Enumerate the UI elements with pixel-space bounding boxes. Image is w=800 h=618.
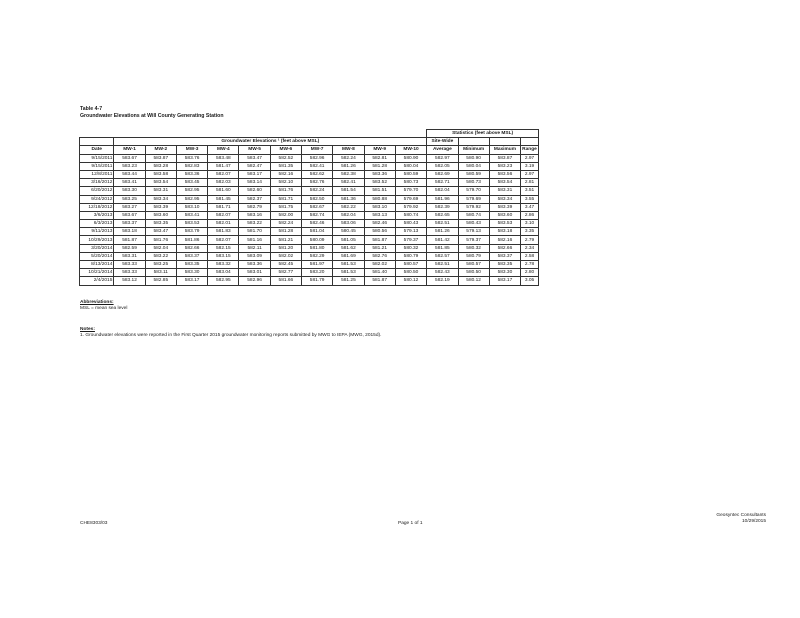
date-cell: 12/18/2012 <box>80 203 114 211</box>
value-cell: 580.88 <box>364 195 395 203</box>
table-row <box>80 252 539 260</box>
value-cell: 2.79 <box>521 236 539 244</box>
value-cell: 579.13 <box>458 228 489 236</box>
value-cell: 580.59 <box>458 170 489 178</box>
value-cell: 583.31 <box>114 252 145 260</box>
value-cell: 582.22 <box>333 203 364 211</box>
value-cell: 583.20 <box>302 269 333 277</box>
value-cell: 582.04 <box>145 244 176 252</box>
value-cell: 3.55 <box>521 195 539 203</box>
value-cell: 583.17 <box>239 170 270 178</box>
value-cell: 583.25 <box>145 261 176 269</box>
column-header: Maximum <box>489 146 520 154</box>
value-cell: 580.57 <box>458 261 489 269</box>
value-cell: 582.10 <box>270 179 301 187</box>
footer-doc-id: CHE8303/03 <box>80 521 108 526</box>
value-cell: 582.04 <box>427 187 458 195</box>
value-cell: 581.16 <box>239 236 270 244</box>
group-header: Groundwater Elevations ¹ (feet above MSL) <box>114 138 427 146</box>
value-cell: 582.96 <box>302 154 333 162</box>
value-cell: 583.35 <box>145 220 176 228</box>
value-cell: 582.95 <box>208 277 239 285</box>
column-header-row <box>80 146 539 154</box>
value-cell: 581.97 <box>302 261 333 269</box>
table-row <box>80 187 539 195</box>
value-cell: 582.65 <box>427 211 458 219</box>
value-cell: 582.41 <box>333 179 364 187</box>
value-cell: 582.46 <box>302 220 333 228</box>
value-cell: 581.70 <box>239 228 270 236</box>
value-cell: 581.76 <box>270 187 301 195</box>
value-cell: 581.26 <box>333 162 364 170</box>
value-cell: 2.34 <box>521 244 539 252</box>
value-cell: 583.18 <box>489 228 520 236</box>
table-body <box>80 154 539 285</box>
value-cell: 581.62 <box>333 244 364 252</box>
date-cell: 3/16/2012 <box>80 179 114 187</box>
value-cell: 583.28 <box>145 162 176 170</box>
column-header: MW-2 <box>145 146 176 154</box>
value-cell: 581.25 <box>333 277 364 285</box>
column-header: Range <box>522 147 537 153</box>
table-caption <box>80 106 224 120</box>
value-cell: 583.15 <box>208 252 239 260</box>
value-cell: 2.97 <box>521 154 539 162</box>
value-cell: 580.32 <box>458 244 489 252</box>
value-cell: 582.16 <box>489 236 520 244</box>
date-cell: 9/24/2012 <box>80 195 114 203</box>
value-cell: 580.73 <box>458 179 489 187</box>
column-header: MW-9 <box>364 146 395 154</box>
value-cell: 3.10 <box>521 220 539 228</box>
value-cell: 583.14 <box>239 179 270 187</box>
value-cell: 579.69 <box>458 195 489 203</box>
value-cell: 583.06 <box>333 220 364 228</box>
value-cell: 582.02 <box>270 252 301 260</box>
value-cell: 583.11 <box>145 269 176 277</box>
value-cell: 580.50 <box>395 269 426 277</box>
value-cell: 583.22 <box>239 220 270 228</box>
value-cell: 580.04 <box>395 162 426 170</box>
value-cell: 2.58 <box>521 252 539 260</box>
value-cell: 582.24 <box>333 154 364 162</box>
value-cell: 581.86 <box>176 236 207 244</box>
value-cell: 580.04 <box>458 162 489 170</box>
table-row <box>80 277 539 285</box>
table-number: Table 4-7 <box>80 106 103 112</box>
value-cell: 581.80 <box>302 244 333 252</box>
value-cell: 583.35 <box>176 261 207 269</box>
site-wide-label: Site-Wide <box>427 138 458 146</box>
column-header: Minimum <box>458 146 489 154</box>
value-cell: 581.45 <box>208 195 239 203</box>
column-header: MW-7 <box>302 146 333 154</box>
value-cell: 582.52 <box>270 154 301 162</box>
value-cell: 581.60 <box>208 187 239 195</box>
value-cell: 582.45 <box>270 261 301 269</box>
value-cell: 581.26 <box>427 228 458 236</box>
value-cell: 582.96 <box>239 277 270 285</box>
table-row <box>80 211 539 219</box>
value-cell: 583.33 <box>114 269 145 277</box>
column-header: MW-8 <box>333 146 364 154</box>
date-cell: 2/4/2015 <box>80 277 114 285</box>
value-cell: 583.35 <box>489 261 520 269</box>
date-cell: 10/29/2013 <box>80 236 114 244</box>
value-cell: 582.02 <box>364 261 395 269</box>
table-row <box>80 195 539 203</box>
value-cell: 582.24 <box>302 187 333 195</box>
value-cell: 583.45 <box>176 179 207 187</box>
date-cell: 6/3/2013 <box>80 220 114 228</box>
value-cell: 2.86 <box>521 211 539 219</box>
column-header: MW-1 <box>114 146 145 154</box>
value-cell: 3.35 <box>521 228 539 236</box>
value-cell: 581.04 <box>302 228 333 236</box>
value-cell: 579.70 <box>395 187 426 195</box>
value-cell: 583.10 <box>176 203 207 211</box>
footer-company: Geosyntec Consultants <box>716 513 766 518</box>
value-cell: 581.20 <box>270 244 301 252</box>
value-cell: 583.12 <box>114 277 145 285</box>
value-cell: 583.39 <box>489 203 520 211</box>
value-cell: 583.56 <box>489 170 520 178</box>
column-header: MW-4 <box>208 146 239 154</box>
value-cell: 580.43 <box>458 220 489 228</box>
column-header: Average <box>427 146 458 154</box>
notes-header: Notes: <box>80 327 95 332</box>
value-cell: 582.07 <box>208 170 239 178</box>
value-cell: 582.24 <box>270 220 301 228</box>
value-cell: 582.39 <box>427 203 458 211</box>
value-cell: 582.97 <box>427 154 458 162</box>
table-row <box>80 236 539 244</box>
value-cell: 579.69 <box>395 195 426 203</box>
date-cell: 3/6/2013 <box>80 211 114 219</box>
value-cell: 580.73 <box>395 179 426 187</box>
value-cell: 582.51 <box>427 220 458 228</box>
date-cell: 6/20/2012 <box>80 187 114 195</box>
value-cell: 583.53 <box>176 220 207 228</box>
value-cell: 580.74 <box>458 211 489 219</box>
table-row <box>80 220 539 228</box>
value-cell: 581.42 <box>427 236 458 244</box>
table-row <box>80 244 539 252</box>
table-row <box>80 228 539 236</box>
value-cell: 581.66 <box>270 277 301 285</box>
value-cell: 581.96 <box>427 195 458 203</box>
value-cell: 581.75 <box>270 203 301 211</box>
value-cell: 580.79 <box>458 252 489 260</box>
header-row-stats <box>80 130 539 138</box>
value-cell: 582.95 <box>176 195 207 203</box>
value-cell: 583.41 <box>176 211 207 219</box>
value-cell: 582.01 <box>208 220 239 228</box>
value-cell: 581.71 <box>270 195 301 203</box>
value-cell: 581.83 <box>208 228 239 236</box>
note-item: 1. Groundwater elevations were reported in the First Quarter 2015 groundwater monitoring reports submitted by MWG to IEPA (MWG, 2015d). <box>80 333 382 338</box>
date-cell: 9/11/2013 <box>80 228 114 236</box>
value-cell: 583.67 <box>114 154 145 162</box>
date-cell: 9/15/2011 <box>80 162 114 170</box>
value-cell: 583.53 <box>489 220 520 228</box>
table-row <box>80 203 539 211</box>
value-cell: 579.37 <box>395 236 426 244</box>
value-cell: 582.29 <box>302 252 333 260</box>
date-cell: 12/8/2011 <box>80 170 114 178</box>
value-cell: 2.78 <box>521 261 539 269</box>
value-cell: 579.92 <box>458 203 489 211</box>
value-cell: 583.48 <box>208 154 239 162</box>
table-row <box>80 170 539 178</box>
value-cell: 583.37 <box>176 252 207 260</box>
table-row <box>80 162 539 170</box>
value-cell: 583.44 <box>114 170 145 178</box>
table-row <box>80 179 539 187</box>
value-cell: 581.85 <box>427 244 458 252</box>
value-cell: 582.05 <box>427 162 458 170</box>
value-cell: 583.23 <box>489 162 520 170</box>
value-cell: 582.38 <box>333 170 364 178</box>
value-cell: 580.57 <box>395 261 426 269</box>
value-cell: 579.92 <box>395 203 426 211</box>
value-cell: 2.81 <box>521 179 539 187</box>
value-cell: 581.28 <box>364 162 395 170</box>
column-header: MW-6 <box>270 146 301 154</box>
value-cell: 583.60 <box>145 211 176 219</box>
value-cell: 2.97 <box>521 170 539 178</box>
value-cell: 582.81 <box>364 154 395 162</box>
value-cell: 583.31 <box>145 187 176 195</box>
date-cell: 3/20/2014 <box>80 244 114 252</box>
value-cell: 583.17 <box>176 277 207 285</box>
value-cell: 583.10 <box>364 203 395 211</box>
value-cell: 582.11 <box>239 244 270 252</box>
value-cell: 581.54 <box>333 187 364 195</box>
groundwater-elevations-table <box>79 129 539 286</box>
value-cell: 583.18 <box>114 228 145 236</box>
value-cell: 580.12 <box>458 277 489 285</box>
value-cell: 582.76 <box>302 179 333 187</box>
value-cell: 581.51 <box>364 187 395 195</box>
value-cell: 582.83 <box>176 162 207 170</box>
value-cell: 582.60 <box>239 187 270 195</box>
value-cell: 580.32 <box>395 244 426 252</box>
value-cell: 582.85 <box>145 277 176 285</box>
value-cell: 581.87 <box>364 236 395 244</box>
value-cell: 581.47 <box>208 162 239 170</box>
table-title: Groundwater Elevations at Will County Generating Station <box>80 113 224 119</box>
value-cell: 583.37 <box>489 252 520 260</box>
value-cell: 581.87 <box>114 236 145 244</box>
value-cell: 580.50 <box>458 269 489 277</box>
value-cell: 580.45 <box>333 228 364 236</box>
value-cell: 582.77 <box>270 269 301 277</box>
value-cell: 583.22 <box>145 252 176 260</box>
table-row <box>80 154 539 162</box>
value-cell: 581.21 <box>270 236 301 244</box>
value-cell: 580.90 <box>458 154 489 162</box>
value-cell: 582.03 <box>208 179 239 187</box>
column-header: Date <box>80 146 114 154</box>
value-cell: 583.30 <box>114 187 145 195</box>
footer-page-number: Page 1 of 1 <box>398 521 423 526</box>
value-cell: 582.69 <box>427 170 458 178</box>
value-cell: 582.59 <box>114 244 145 252</box>
value-cell: 579.13 <box>395 228 426 236</box>
value-cell: 580.09 <box>302 236 333 244</box>
value-cell: 582.57 <box>427 252 458 260</box>
value-cell: 581.05 <box>333 236 364 244</box>
value-cell: 582.79 <box>239 203 270 211</box>
value-cell: 583.30 <box>489 269 520 277</box>
footer-company-block <box>716 513 766 525</box>
value-cell: 581.28 <box>270 228 301 236</box>
value-cell: 583.52 <box>364 179 395 187</box>
value-cell: 582.37 <box>239 195 270 203</box>
value-cell: 583.23 <box>114 162 145 170</box>
value-cell: 581.69 <box>333 252 364 260</box>
value-cell: 581.71 <box>208 203 239 211</box>
value-cell: 583.13 <box>364 211 395 219</box>
value-cell: 582.95 <box>176 187 207 195</box>
value-cell: 580.74 <box>395 211 426 219</box>
value-cell: 2.80 <box>521 269 539 277</box>
date-cell: 5/20/2014 <box>80 252 114 260</box>
abbreviation-item: MSL = mean sea level <box>80 306 128 311</box>
value-cell: 583.54 <box>489 179 520 187</box>
value-cell: 582.66 <box>176 244 207 252</box>
value-cell: 583.39 <box>145 203 176 211</box>
value-cell: 582.46 <box>364 220 395 228</box>
value-cell: 583.36 <box>364 170 395 178</box>
value-cell: 580.79 <box>395 252 426 260</box>
value-cell: 581.79 <box>302 277 333 285</box>
value-cell: 583.87 <box>489 154 520 162</box>
value-cell: 582.62 <box>302 170 333 178</box>
value-cell: 582.74 <box>302 211 333 219</box>
value-cell: 3.05 <box>521 277 539 285</box>
header-row-groups <box>80 138 539 146</box>
value-cell: 582.51 <box>427 261 458 269</box>
value-cell: 583.17 <box>489 277 520 285</box>
column-header: MW-10 <box>395 146 426 154</box>
value-cell: 580.56 <box>364 228 395 236</box>
value-cell: 583.31 <box>489 187 520 195</box>
value-cell: 582.07 <box>208 211 239 219</box>
footer-date: 10/29/2015 <box>741 519 766 524</box>
value-cell: 581.53 <box>333 261 364 269</box>
value-cell: 583.16 <box>239 211 270 219</box>
value-cell: 583.09 <box>239 252 270 260</box>
value-cell: 583.01 <box>239 269 270 277</box>
value-cell: 582.50 <box>302 195 333 203</box>
notes-section <box>80 327 381 339</box>
value-cell: 583.30 <box>176 269 207 277</box>
value-cell: 581.53 <box>333 269 364 277</box>
value-cell: 583.27 <box>114 203 145 211</box>
column-header: MW-3 <box>176 146 207 154</box>
value-cell: 581.40 <box>364 269 395 277</box>
date-cell: 9/15/2011 <box>80 154 114 162</box>
value-cell: 582.16 <box>270 170 301 178</box>
value-cell: 582.76 <box>364 252 395 260</box>
value-cell: 583.60 <box>489 211 520 219</box>
value-cell: 583.47 <box>145 228 176 236</box>
value-cell: 581.21 <box>364 244 395 252</box>
value-cell: 580.59 <box>395 170 426 178</box>
abbreviations-header: Abbreviations: <box>80 300 114 305</box>
value-cell: 583.04 <box>208 269 239 277</box>
value-cell: 582.47 <box>239 162 270 170</box>
value-cell: 582.67 <box>302 203 333 211</box>
value-cell: 579.37 <box>458 236 489 244</box>
table-row <box>80 269 539 277</box>
date-cell: 8/13/2014 <box>80 261 114 269</box>
value-cell: 583.79 <box>176 228 207 236</box>
value-cell: 581.76 <box>145 236 176 244</box>
value-cell: 583.58 <box>145 170 176 178</box>
value-cell: 582.07 <box>208 236 239 244</box>
table-row <box>80 261 539 269</box>
value-cell: 581.35 <box>270 162 301 170</box>
abbreviations-section <box>80 300 127 312</box>
value-cell: 582.43 <box>427 269 458 277</box>
value-cell: 3.19 <box>521 162 539 170</box>
value-cell: 581.87 <box>364 277 395 285</box>
value-cell: 583.36 <box>239 261 270 269</box>
value-cell: 582.66 <box>489 244 520 252</box>
value-cell: 583.37 <box>114 220 145 228</box>
value-cell: 582.00 <box>270 211 301 219</box>
stats-header: Statistics (feet above MSL) <box>427 130 539 138</box>
value-cell: 581.36 <box>333 195 364 203</box>
value-cell: 580.90 <box>395 154 426 162</box>
column-header: MW-5 <box>239 146 270 154</box>
value-cell: 579.70 <box>458 187 489 195</box>
value-cell: 583.34 <box>489 195 520 203</box>
value-cell: 580.43 <box>395 220 426 228</box>
value-cell: 583.87 <box>145 154 176 162</box>
value-cell: 582.15 <box>208 244 239 252</box>
value-cell: 3.51 <box>521 187 539 195</box>
value-cell: 582.04 <box>333 211 364 219</box>
value-cell: 580.12 <box>395 277 426 285</box>
value-cell: 583.76 <box>176 154 207 162</box>
value-cell: 583.33 <box>114 261 145 269</box>
value-cell: 583.32 <box>208 261 239 269</box>
value-cell: 583.34 <box>145 195 176 203</box>
value-cell: 583.36 <box>176 170 207 178</box>
value-cell: 582.41 <box>302 162 333 170</box>
value-cell: 583.67 <box>114 211 145 219</box>
value-cell: 583.47 <box>239 154 270 162</box>
value-cell: 3.47 <box>521 203 539 211</box>
value-cell: 583.54 <box>145 179 176 187</box>
date-cell: 10/21/2014 <box>80 269 114 277</box>
value-cell: 583.41 <box>114 179 145 187</box>
value-cell: 582.71 <box>427 179 458 187</box>
value-cell: 583.25 <box>114 195 145 203</box>
value-cell: 582.19 <box>427 277 458 285</box>
